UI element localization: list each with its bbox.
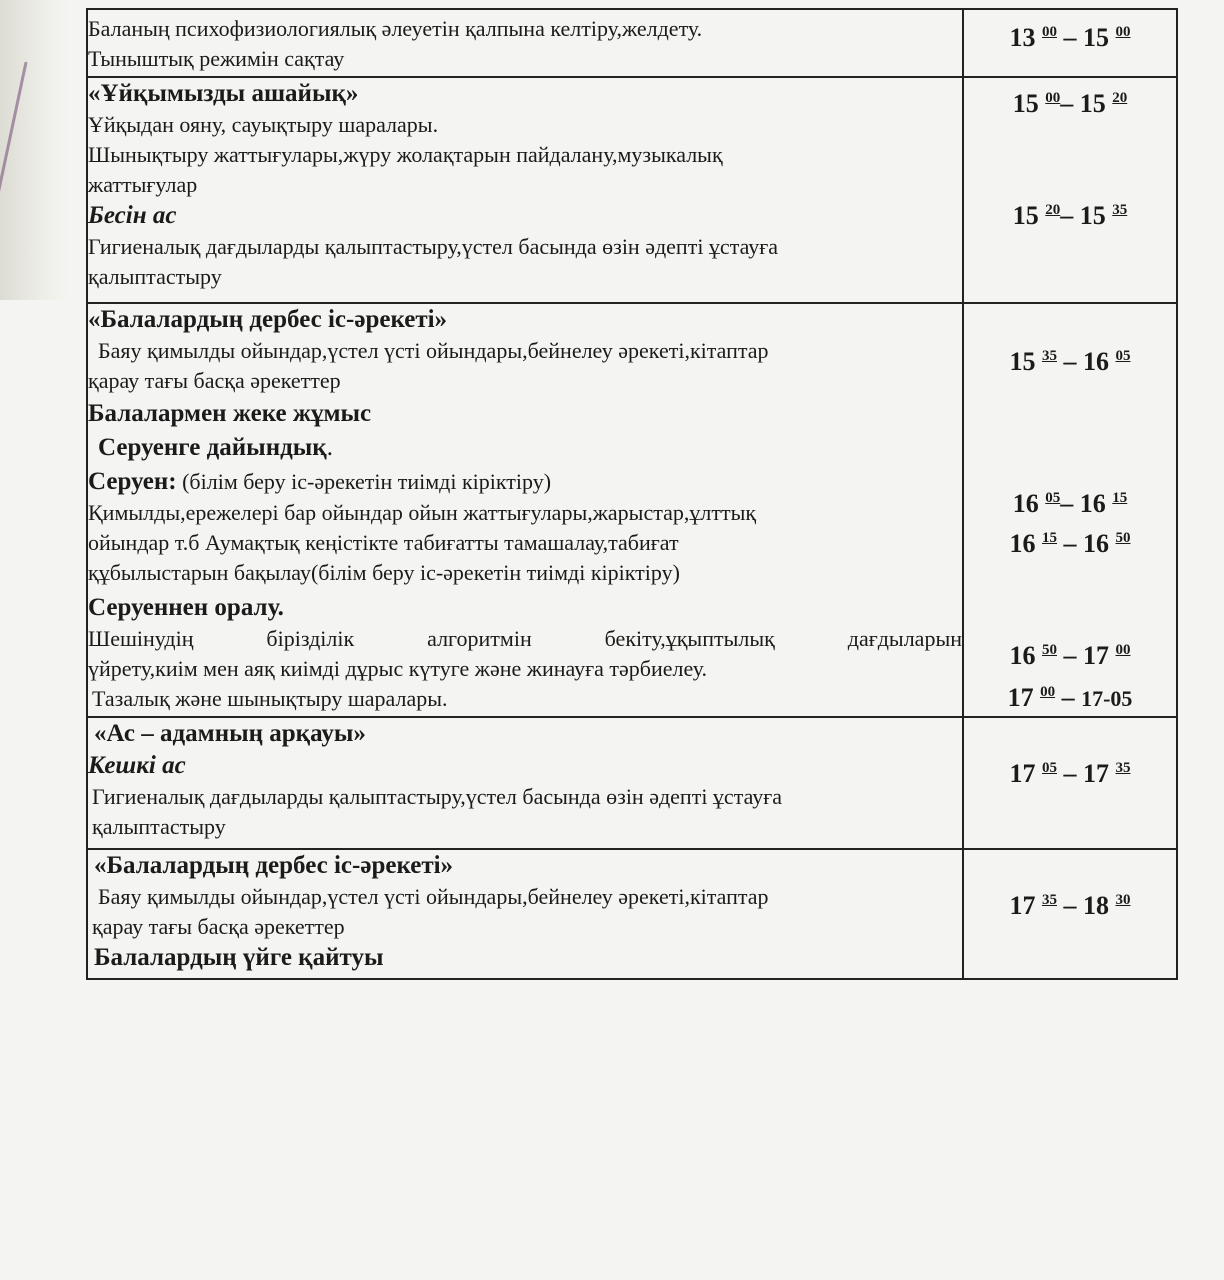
time-range: 17 $^{35}$ – 18 $^{30}$ — [1009, 891, 1131, 920]
schedule-row — [87, 77, 1177, 303]
time-range: 15 $^{35}$ – 16 $^{05}$ — [1009, 347, 1131, 376]
walk-prep-title: Серуенге дайындық. — [98, 434, 333, 461]
schedule-row — [87, 717, 1177, 849]
time-cell — [963, 849, 1177, 979]
section-title: «Ұйқымызды ашайық» — [88, 80, 359, 107]
section-title: «Ас – адамның арқауы» — [94, 720, 366, 747]
activity-text: Шешінудің біріздiлік алгоритмін бекіту,ұқыптылық дағдыларын — [88, 626, 962, 651]
time-cell — [963, 9, 1177, 77]
time-range: 16 $^{50}$ – 17 $^{00}$ — [1009, 641, 1131, 670]
activity-text: Шынықтыру жаттығулары,жүру жолақтарын пайдалану,музыкалық — [88, 142, 723, 167]
activity-text: жаттығулар — [88, 172, 198, 197]
time-range: 16 $^{15}$ – 16 $^{50}$ — [1009, 529, 1131, 558]
activity-text: Гигиеналық дағдыларды қалыптастыру,үстел басында өзін әдепті ұстауға — [88, 234, 779, 259]
activity-text: қалыптастыру — [92, 814, 226, 839]
activity-text: Тазалық және шынықтыру шаралары. — [92, 686, 448, 711]
activity-text: Тыныштық режимін сақтау — [88, 46, 345, 71]
activity-text: ойындар т.б Аумақтық кеңістікте табиғатты тамашалау,табиғат — [88, 530, 679, 555]
activity-cell — [87, 849, 963, 979]
time-range: 17 $^{00}$ – 17-05 — [1007, 683, 1133, 712]
activity-text: Қимылды,ережелері бар ойындар ойын жаттығулары,жарыстар,ұлттық — [88, 500, 757, 525]
individual-work-title: Балалармен жеке жұмыс — [88, 400, 372, 427]
activity-text: қарау тағы басқа әрекеттер — [92, 914, 345, 939]
activity-text: Баяу қимылды ойындар,үстел үсті ойындары,бейнелеу әрекеті,кітаптар — [98, 884, 769, 909]
time-cell — [963, 77, 1177, 303]
activity-cell — [87, 9, 963, 77]
closing-title: Балалардың үйге қайтуы — [94, 944, 384, 971]
activity-text: Баланың психофизиологиялық әлеуетін қалпына келтіру,желдету. — [88, 16, 703, 41]
time-range: 17 $^{05}$ – 17 $^{35}$ — [1009, 759, 1131, 788]
daily-schedule-table — [86, 8, 1178, 980]
time-range: 13 $^{00}$ – 15 $^{00}$ — [1009, 23, 1131, 52]
time-cell — [963, 717, 1177, 849]
activity-text: қарау тағы басқа әрекеттер — [88, 368, 341, 393]
time-range: 15 $^{20}$– 15 $^{35}$ — [1012, 201, 1128, 230]
page-edge-shadow — [0, 0, 70, 300]
activity-text: қалыптастыру — [88, 264, 222, 289]
schedule-row — [87, 303, 1177, 717]
activity-text: құбылыстарын бақылау(білім беру іс-әрекетін тиімді кіріктіру) — [88, 560, 680, 585]
activity-text: Гигиеналық дағдыларды қалыптастыру,үстел басында өзін әдепті ұстауға — [92, 784, 783, 809]
section-title: «Балалардың дербес іс-әрекеті» — [88, 306, 448, 333]
activity-text: Ұйқыдан ояну, сауықтыру шаралары. — [88, 112, 439, 137]
time-cell — [963, 303, 1177, 717]
schedule-row — [87, 9, 1177, 77]
activity-text: үйрету,киім мен аяқ киімді дұрыс күтуге және жинауға тәрбиелеу. — [88, 656, 708, 681]
return-title: Серуеннен оралу. — [88, 594, 284, 621]
activity-text: Баяу қимылды ойындар,үстел үсті ойындары,бейнелеу әрекеті,кітаптар — [98, 338, 769, 363]
meal-title: Бесін ас — [88, 202, 177, 229]
activity-cell — [87, 717, 963, 849]
meal-title: Кешкі ас — [88, 752, 186, 779]
time-range: 15 $^{00}$– 15 $^{20}$ — [1012, 89, 1128, 118]
schedule-row — [87, 849, 1177, 979]
activity-cell — [87, 77, 963, 303]
walk-heading: Серуен: (білім беру іс-әрекетін тиімді кіріктіру) — [88, 468, 552, 495]
time-range: 16 $^{05}$– 16 $^{15}$ — [1012, 489, 1128, 518]
activity-cell — [87, 303, 963, 717]
section-title: «Балалардың дербес іс-әрекеті» — [94, 852, 454, 879]
